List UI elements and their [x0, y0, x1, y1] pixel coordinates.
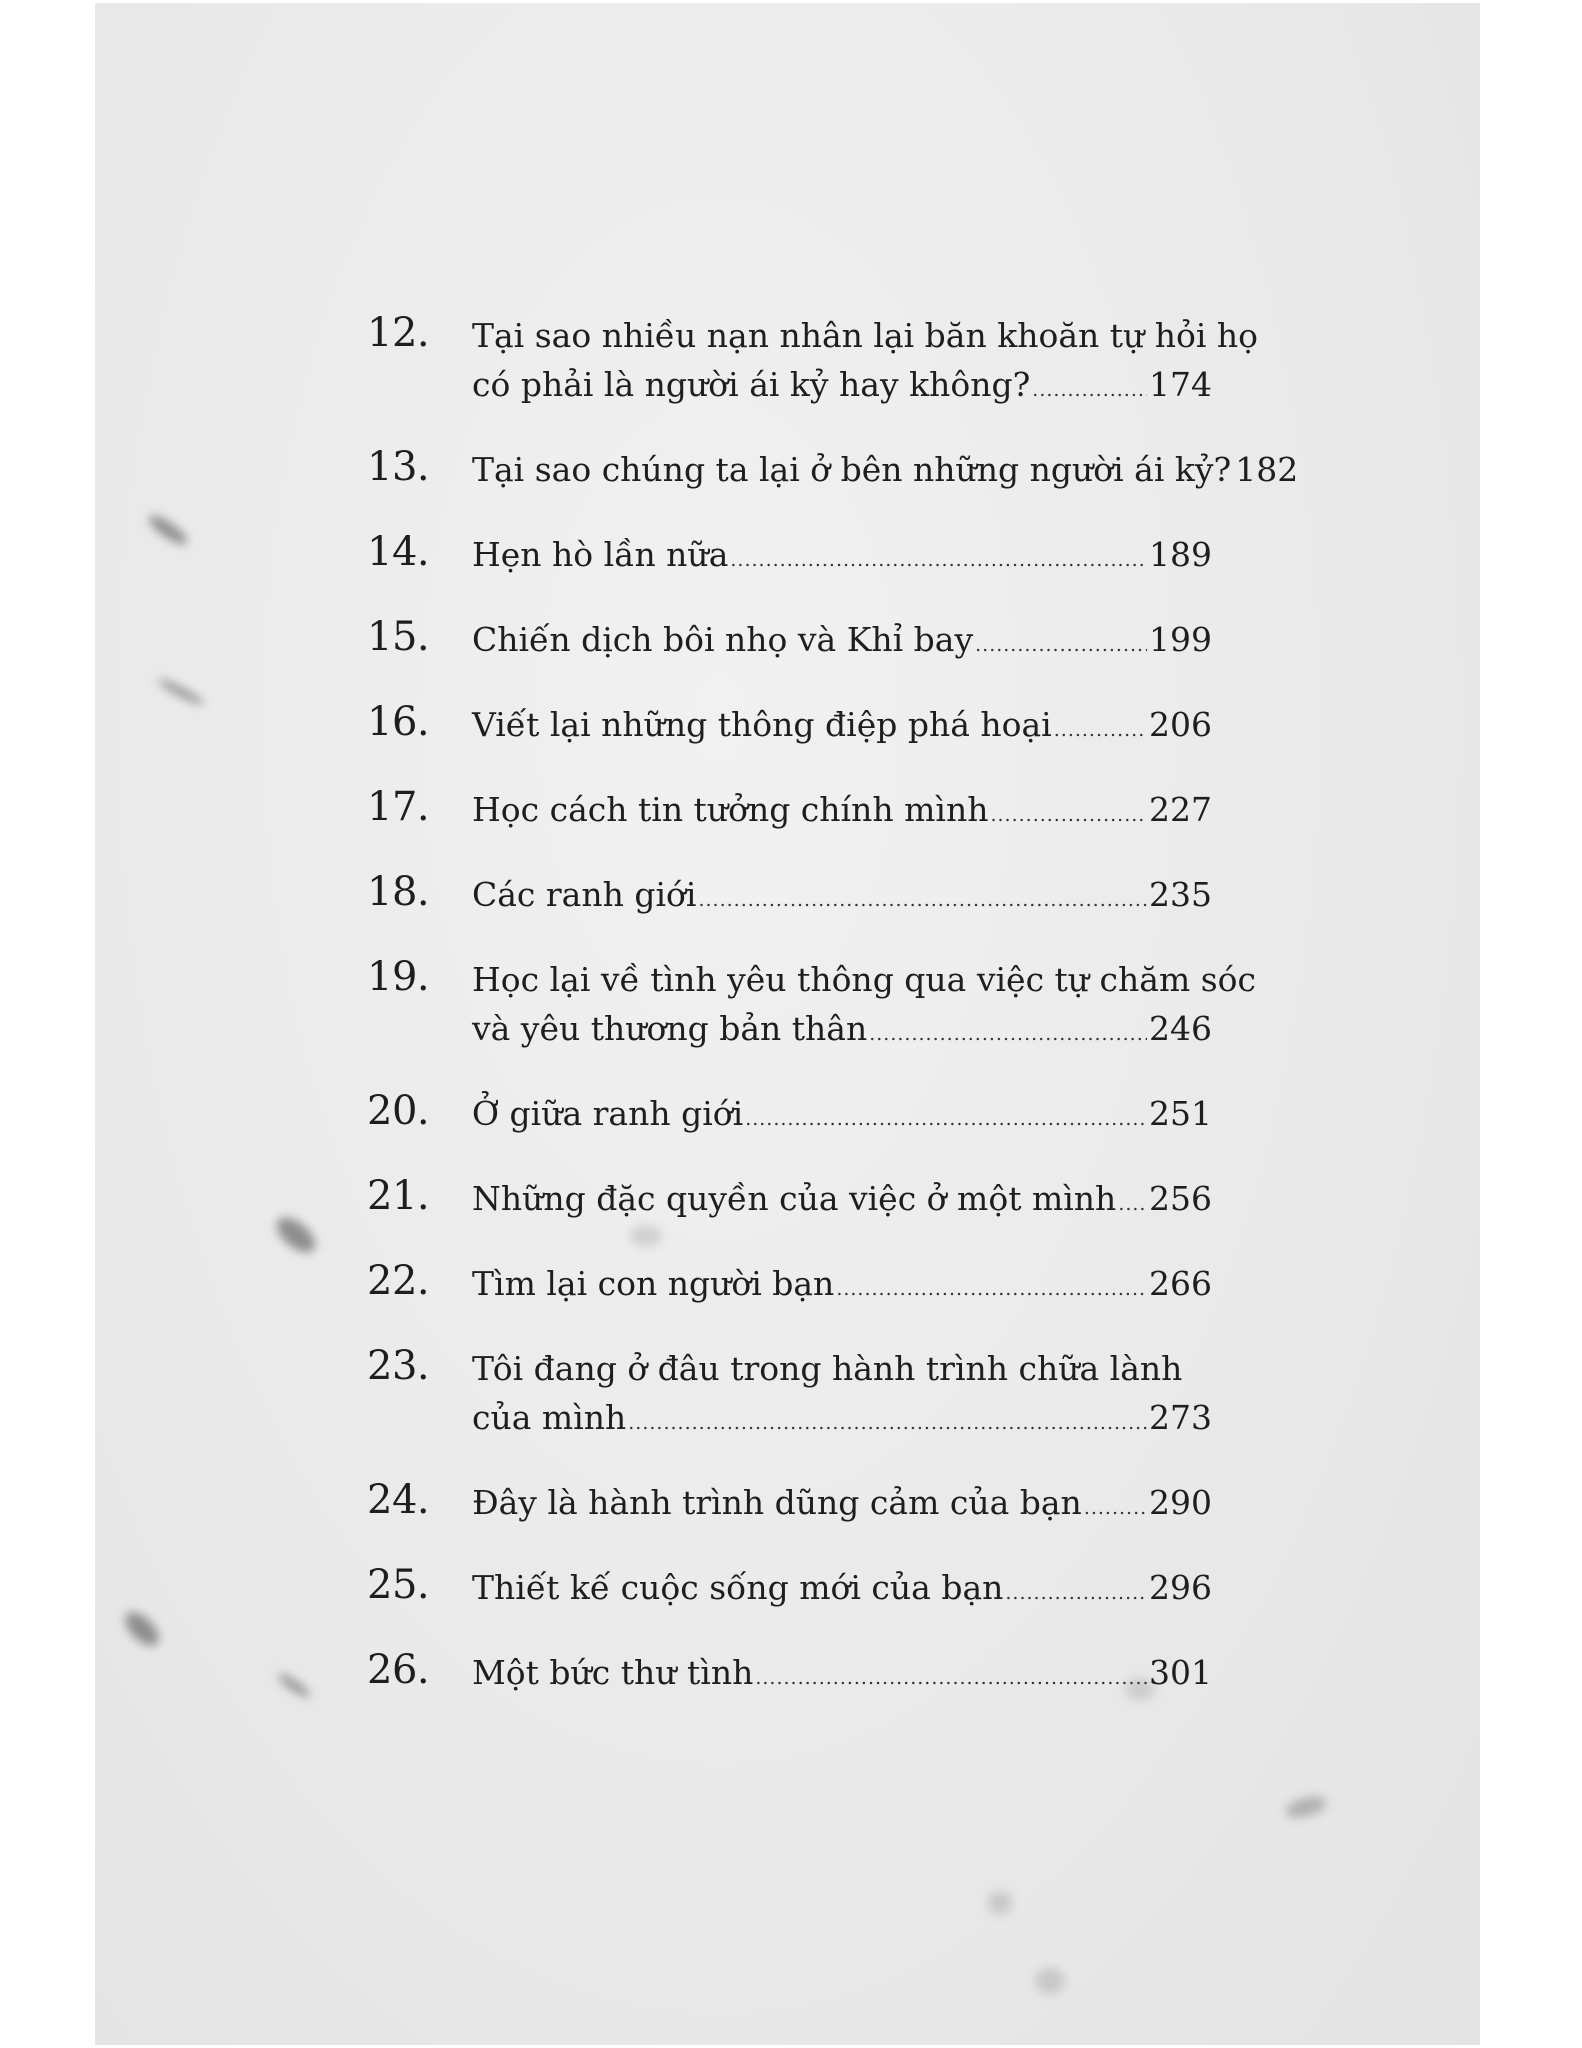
chapter-number: 15. — [367, 614, 430, 660]
chapter-title-block — [472, 1344, 1212, 1448]
chapter-number: 17. — [367, 784, 430, 830]
chapter-title: Tại sao chúng ta lại ở bên những người ái kỷ? — [472, 450, 1232, 489]
page-number: 189 — [1149, 535, 1212, 574]
toc-entry — [367, 1174, 1307, 1229]
chapter-title-final-line — [472, 360, 1212, 415]
page-number: 182 — [1235, 450, 1299, 489]
dot-leader — [1054, 706, 1147, 755]
dot-leader — [1005, 1569, 1147, 1618]
dot-leader — [990, 791, 1147, 840]
dot-leader — [1118, 1180, 1147, 1229]
chapter-title: và yêu thương bản thân — [472, 1009, 868, 1048]
toc-entry — [367, 445, 1307, 500]
paper-fleck — [145, 511, 191, 549]
dot-leader — [1032, 366, 1147, 415]
chapter-title: Các ranh giới — [472, 875, 697, 914]
chapter-number: 12. — [367, 310, 430, 356]
chapter-title-line: Tại sao nhiều nạn nhân lại băn khoăn tự hỏi họ — [472, 316, 1259, 355]
chapter-number: 18. — [367, 869, 430, 915]
page-number: 199 — [1149, 620, 1212, 659]
dot-leader — [836, 1265, 1147, 1314]
page-number: 227 — [1149, 790, 1212, 829]
toc-entry — [367, 1089, 1307, 1144]
chapter-title: Ở giữa ranh giới — [472, 1094, 744, 1133]
chapter-title: Một bức thư tình — [472, 1653, 754, 1692]
chapter-title-final-line — [472, 1563, 1212, 1618]
chapter-title-line: Học lại về tình yêu thông qua việc tự chăm sóc — [472, 960, 1257, 999]
chapter-title-block — [472, 615, 1212, 670]
paper-fleck — [156, 676, 206, 707]
paper-fleck — [1283, 1793, 1328, 1821]
chapter-title-final-line — [472, 1478, 1212, 1533]
paper-fleck — [276, 1671, 312, 1700]
dot-leader — [628, 1399, 1147, 1448]
dot-leader — [745, 1095, 1147, 1144]
toc-entry — [367, 311, 1307, 415]
paper-fleck — [119, 1606, 164, 1651]
toc-entry — [367, 1344, 1307, 1448]
dot-leader — [730, 536, 1147, 585]
toc-entry — [367, 870, 1307, 925]
chapter-title-final-line — [472, 1648, 1212, 1703]
page-number: 235 — [1149, 875, 1212, 914]
toc-entry — [367, 700, 1307, 755]
chapter-number: 21. — [367, 1173, 430, 1219]
toc-entry — [367, 1648, 1307, 1703]
page-number: 206 — [1149, 705, 1212, 744]
paper-fleck — [271, 1211, 322, 1259]
chapter-number: 19. — [367, 954, 430, 1000]
dot-leader — [755, 1654, 1147, 1703]
chapter-title-block — [472, 870, 1212, 925]
chapter-title-final-line — [472, 1089, 1212, 1144]
chapter-number: 16. — [367, 699, 430, 745]
chapter-title-block — [472, 1259, 1212, 1314]
chapter-title: Tìm lại con người bạn — [472, 1264, 835, 1303]
dot-leader — [975, 621, 1147, 670]
page-number: 290 — [1149, 1483, 1212, 1522]
chapter-title-block — [472, 700, 1212, 755]
toc-entry — [367, 785, 1307, 840]
paper-fleck — [988, 1891, 1012, 1915]
chapter-number: 20. — [367, 1088, 430, 1134]
chapter-title: Đây là hành trình dũng cảm của bạn — [472, 1483, 1082, 1522]
chapter-title-block — [472, 1089, 1212, 1144]
toc-entry — [367, 1563, 1307, 1618]
chapter-title-final-line — [472, 1004, 1212, 1059]
toc-entry — [367, 530, 1307, 585]
toc-entry — [367, 1259, 1307, 1314]
page-number: 251 — [1149, 1094, 1212, 1133]
chapter-title: Những đặc quyền của việc ở một mình — [472, 1179, 1117, 1218]
page-number: 266 — [1149, 1264, 1212, 1303]
chapter-number: 13. — [367, 444, 430, 490]
chapter-title-block — [472, 530, 1212, 585]
chapter-title: của mình — [472, 1398, 627, 1437]
book-page — [95, 3, 1480, 2045]
chapter-number: 26. — [367, 1647, 430, 1693]
chapter-title-block — [472, 1174, 1212, 1229]
page-number: 246 — [1149, 1009, 1212, 1048]
chapter-title-final-line — [472, 700, 1212, 755]
page-number: 174 — [1149, 365, 1212, 404]
chapter-title-line: Tôi đang ở đâu trong hành trình chữa lành — [472, 1349, 1183, 1388]
chapter-title: Học cách tin tưởng chính mình — [472, 790, 989, 829]
page-number: 296 — [1149, 1568, 1212, 1607]
chapter-number: 14. — [367, 529, 430, 575]
toc-entry — [367, 955, 1307, 1059]
page-number: 256 — [1149, 1179, 1212, 1218]
dot-leader — [869, 1010, 1147, 1059]
table-of-contents — [367, 311, 1307, 1733]
chapter-number: 24. — [367, 1477, 430, 1523]
chapter-title-final-line — [472, 615, 1212, 670]
chapter-title-final-line — [472, 445, 1299, 500]
chapter-title: Chiến dịch bôi nhọ và Khỉ bay — [472, 620, 974, 659]
toc-entry — [367, 615, 1307, 670]
chapter-title-final-line — [472, 870, 1212, 925]
chapter-title-final-line — [472, 1393, 1212, 1448]
chapter-title: Thiết kế cuộc sống mới của bạn — [472, 1568, 1004, 1607]
chapter-title: Viết lại những thông điệp phá hoại — [472, 705, 1052, 744]
chapter-title-final-line — [472, 1174, 1212, 1229]
dot-leader — [698, 876, 1147, 925]
chapter-title-final-line — [472, 785, 1212, 840]
chapter-title-block — [472, 1478, 1212, 1533]
page-number: 273 — [1149, 1398, 1212, 1437]
chapter-title: Hẹn hò lần nữa — [472, 535, 729, 574]
toc-entry — [367, 1478, 1307, 1533]
chapter-title-block — [472, 445, 1299, 500]
chapter-title-block — [472, 1648, 1212, 1703]
paper-fleck — [1035, 1968, 1065, 1994]
chapter-title-block — [472, 1563, 1212, 1618]
chapter-number: 23. — [367, 1343, 430, 1389]
chapter-title-block — [472, 785, 1212, 840]
page-number: 301 — [1149, 1653, 1212, 1692]
chapter-number: 25. — [367, 1562, 430, 1608]
chapter-title: có phải là người ái kỷ hay không? — [472, 365, 1031, 404]
dot-leader — [1084, 1484, 1147, 1533]
chapter-title-final-line — [472, 530, 1212, 585]
chapter-title-block — [472, 311, 1259, 415]
chapter-title-final-line — [472, 1259, 1212, 1314]
chapter-title-block — [472, 955, 1257, 1059]
chapter-number: 22. — [367, 1258, 430, 1304]
